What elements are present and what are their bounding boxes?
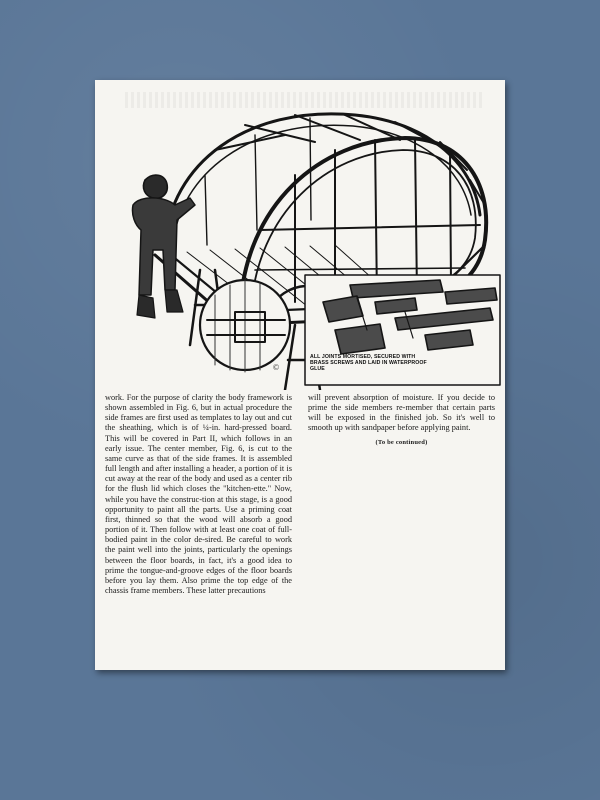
trailer-frame-illustration [95,80,505,390]
figure-marker: © [273,363,280,372]
article-right-column-wrap [308,393,495,448]
article-right-column: will prevent absorption of moisture. If you decide to prime the side members re-member that certain parts will be exposed in the finished job. So it's well to smooth up with sandpaper before applying paint. [308,393,495,433]
magazine-page [95,80,505,670]
joints-callout-label: ALL JOINTS MORTISED, SECURED WITH BRASS SCREWS AND LAID IN WATERPROOF GLUE [310,354,427,372]
article-left-column: work. For the purpose of clarity the body framework is shown assembled in Fig. 6, but in actual procedure the side frames are first used as templates to lay out and cut the sheathing, which is of ¼-in. hard-pressed board. This will be covered in Part II, which follows in an early issue. The center member, Fig. 6, is cut to the same curve as that of the side frames. It is assembled full length and after installing a header, a portion of it is cut away at the rear of the body and used as a center rib for the flush lid which closes the "kitchen-ette." Now, while you have the construc-tion at this stage, is a good opportunity to paint all the parts. Use a priming coat first, thinned so that the wood will absorb a good portion of it. Then follow with at least one coat of full-bodied paint in the color de-sired. Be careful to work the paint well into the joints, particularly the openings between the floor boards, in fact, it's a good idea to prime the tongue-and-groove edges of the floor boards before you lay them. Also prime the top edge of the chassis frame members. These latter precautions [105,393,292,595]
to-be-continued: (To be continued) [375,438,428,446]
